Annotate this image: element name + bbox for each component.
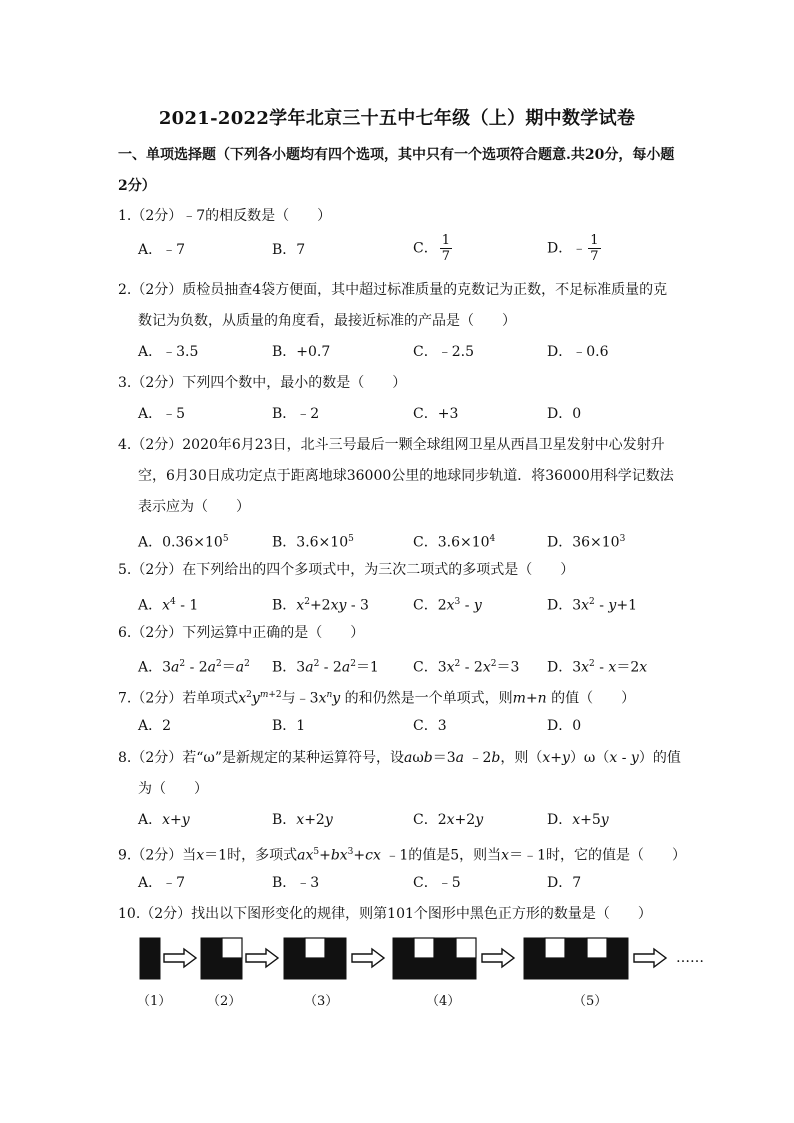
question-4-stem-line2: 空，6月30日成功定点于距离地球36000公里的地球同步轨道．将36000用科学记数法 — [138, 468, 674, 484]
question-6-option-d: D．$3x^2 - x=2x$ — [547, 659, 648, 676]
arrow-2 — [246, 949, 278, 967]
question-7-option-b: B．1 — [272, 718, 306, 734]
question-5-option-d: D．$3x^2 - y+1$ — [547, 597, 637, 614]
figure-1 — [140, 938, 160, 979]
question-1-option-d: D．﹣ $\frac{1}{7}$ — [547, 233, 599, 264]
question-1-option-a: A．﹣7 — [138, 242, 186, 258]
question-5-stem: 5.（2分）在下列给出的四个多项式中，为三次二项式的多项式是（ ） — [118, 562, 575, 578]
question-7-stem: 7.（2分）若单项式$x^2y^{m+2}$与$﹣3x^ny$ 的和仍然是一个单项式，则m+n 的值（ ） — [118, 690, 636, 707]
figure-3 — [284, 938, 346, 979]
question-2-option-c: C．﹣2.5 — [413, 344, 474, 360]
question-9-stem: 9.（2分）当x＝1时，多项式$ax^5+bx^3+cx$ ﹣1的值是5，则当x＝﹣1时，它的值是（ ） — [118, 847, 686, 864]
question-5-option-c: C．$2x^3$ - y — [413, 597, 482, 614]
question-8-option-d: D．x+5y — [547, 812, 609, 828]
figure-ellipsis: …… — [676, 950, 704, 966]
question-4-option-a: A．$0.36\times 10^5$ — [138, 534, 229, 551]
figure-label-2: （2） — [207, 994, 242, 1009]
question-2-option-b: B．+0.7 — [272, 344, 331, 360]
pattern-figure — [0, 930, 794, 990]
arrow-3 — [352, 949, 384, 967]
question-1-stem: 1.（2分）﹣7的相反数是（ ） — [118, 208, 332, 224]
question-2-stem-line2: 数记为负数，从质量的角度看，最接近标准的产品是（ ） — [138, 313, 516, 329]
figure-2 — [201, 938, 242, 979]
question-4-stem-line3: 表示应为（ ） — [138, 499, 250, 515]
question-6-option-b: B．$3a^2 - 2a^2=1$ — [272, 659, 379, 676]
question-5-option-a: A．$x^4 - 1$ — [138, 597, 199, 614]
section-heading-line1: 一、单项选择题（下列各小题均有四个选项，其中只有一个选项符合题意.共20分，每小题 — [118, 147, 675, 163]
question-2-stem-line1: 2.（2分）质检员抽查4袋方便面，其中超过标准质量的克数记为正数，不足标准质量的克 — [118, 282, 668, 298]
figure-4 — [393, 938, 476, 979]
section-heading-line2: 2分） — [118, 178, 156, 194]
question-8-option-b: B．x+2y — [272, 812, 333, 828]
question-9-option-a: A．﹣7 — [138, 875, 186, 891]
question-7-option-d: D．0 — [547, 718, 582, 734]
question-5-option-b: B．$x^2+2xy - 3$ — [272, 597, 369, 614]
question-8-stem-line2: 为（ ） — [138, 781, 208, 797]
question-4-option-b: B．$3.6\times 10^5$ — [272, 534, 354, 551]
question-8-option-c: C．2x+2y — [413, 812, 484, 828]
question-6-stem: 6.（2分）下列运算中正确的是（ ） — [118, 625, 365, 641]
question-4-option-c: C．$3.6\times 10^4$ — [413, 534, 496, 551]
question-3-stem: 3.（2分）下列四个数中，最小的数是（ ） — [118, 375, 407, 391]
figure-label-4: （4） — [426, 994, 461, 1009]
question-7-option-a: A．2 — [138, 718, 172, 734]
fraction: $\frac{1}{7}$ — [441, 233, 450, 264]
question-1-option-b: B．7 — [272, 242, 306, 258]
arrow-1 — [164, 949, 196, 967]
question-4-option-d: D．$36\times 10^3$ — [547, 534, 626, 551]
question-1-option-c: C． $\frac{1}{7}$ — [413, 233, 450, 264]
question-9-option-c: C．﹣5 — [413, 875, 461, 891]
question-8-stem-line1: 8.（2分）若“ω”是新规定的某种运算符号，设aωb＝3a ﹣2b，则（x+y）ω（x - y）的值 — [118, 750, 681, 766]
question-2-option-a: A．﹣3.5 — [138, 344, 199, 360]
question-4-stem-line1: 4.（2分）2020年6月23日，北斗三号最后一颗全球组网卫星从西昌卫星发射中心发射升 — [118, 437, 665, 453]
question-8-option-a: A．x+y — [138, 812, 190, 828]
question-3-option-c: C．+3 — [413, 406, 459, 422]
arrow-4 — [482, 949, 514, 967]
figure-label-1: （1） — [137, 994, 172, 1009]
figure-label-3: （3） — [304, 994, 339, 1009]
figure-label-5: （5） — [573, 994, 608, 1009]
question-9-option-d: D．7 — [547, 875, 582, 891]
fraction: $\frac{1}{7}$ — [590, 233, 599, 264]
question-10-stem: 10.（2分）找出以下图形变化的规律，则第101个图形中黑色正方形的数量是（ ） — [118, 906, 652, 922]
question-2-option-d: D．﹣0.6 — [547, 344, 609, 360]
question-3-option-a: A．﹣5 — [138, 406, 186, 422]
page-title: 2021-2022学年北京三十五中七年级（上）期中数学试卷 — [158, 108, 636, 129]
arrow-5 — [634, 949, 666, 967]
question-6-option-c: C．$3x^2 - 2x^2=3$ — [413, 659, 520, 676]
question-3-option-b: B．﹣2 — [272, 406, 320, 422]
question-6-option-a: A．$3a^2 - 2a^2=a^2$ — [138, 659, 250, 676]
question-7-option-c: C．3 — [413, 718, 447, 734]
question-3-option-d: D．0 — [547, 406, 582, 422]
question-9-option-b: B．﹣3 — [272, 875, 320, 891]
figure-5 — [524, 938, 628, 979]
